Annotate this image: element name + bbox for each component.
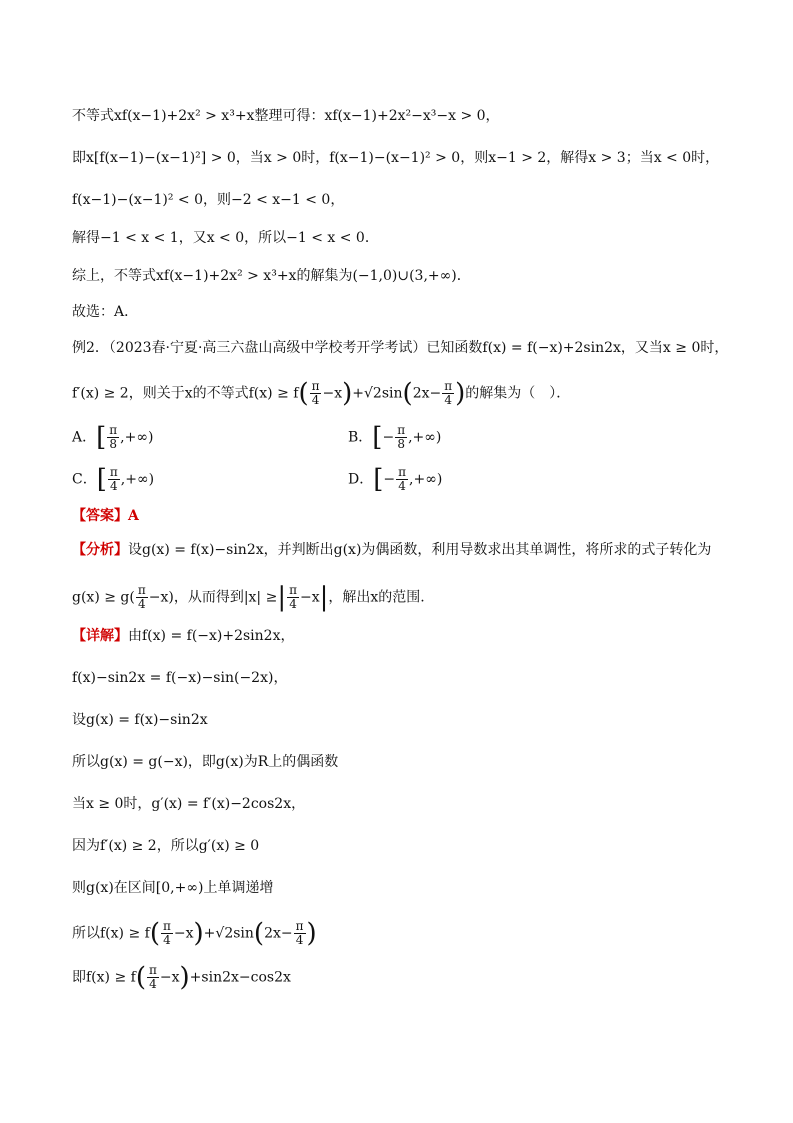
solution-line-1: 不等式xf(x−1)+2x² > x³+x整理可得：xf(x−1)+2x²−x³−x > 0， bbox=[72, 108, 500, 124]
inequality-text-c: +√2sin bbox=[352, 385, 403, 402]
solution-line-5: 综上，不等式xf(x−1)+2x² > x³+x的解集为(−1,0)∪(3,+∞)． bbox=[72, 268, 471, 284]
inequality-text-e: 的解集为（ ）． bbox=[465, 385, 571, 402]
paren-left: ( bbox=[298, 378, 309, 409]
detail-line-5: 当x ≥ 0时，g′(x) = f′(x)−2cos2x， bbox=[72, 796, 306, 812]
detail-line-6: 因为f′(x) ≥ 2，所以g′(x) ≥ 0 bbox=[72, 838, 260, 854]
option-a: A．[ $\frac{\pi}{8}$ ,+∞) bbox=[72, 422, 154, 453]
solution-line-2: 即x[f(x−1)−(x−1)²] > 0，当x > 0时，f(x−1)−(x−1)² > 0，则x−1 > 2，解得x > 3；当x < 0时， bbox=[72, 150, 720, 166]
detail-line-7: 则g(x)在区间[0,+∞)上单调递增 bbox=[72, 880, 274, 896]
inequality-text-a: f′(x) ≥ 2，则关于x的不等式f(x) ≥ f bbox=[72, 385, 299, 402]
answer-choice-line: 故选：A． bbox=[72, 304, 139, 320]
option-c: C．[ $\frac{\pi}{4}$ ,+∞) bbox=[72, 464, 155, 495]
fraction-pi-4-b: $\frac{\pi}{4}$ bbox=[444, 379, 453, 407]
detail-line-3: 设g(x) = f(x)−sin2x bbox=[72, 712, 208, 728]
detail-line-1: 【详解】由f(x) = f(−x)+2sin2x， bbox=[72, 628, 295, 644]
solution-line-4: 解得−1 < x < 1，又x < 0，所以−1 < x < 0． bbox=[72, 230, 379, 246]
option-d: D．[− $\frac{\pi}{4}$ ,+∞) bbox=[348, 464, 443, 495]
option-b: B．[− $\frac{\pi}{8}$ ,+∞) bbox=[348, 422, 442, 453]
solution-line-3: f(x−1)−(x−1)² < 0，则−2 < x−1 < 0， bbox=[72, 192, 345, 208]
example-2-inequality: f′(x) ≥ 2，则关于x的不等式f(x) ≥ f( $\frac{\pi}{4}$ −x)+√2sin(2x− $\frac{\pi}{4}$ )的解集为（ ）． bbox=[72, 378, 571, 409]
detail-line-9: 即f(x) ≥ f( $\frac{\pi}{4}$ −x)+sin2x−cos2x bbox=[72, 962, 291, 993]
analysis-line-2: g(x) ≥ g( $\frac{\pi}{4}$ −x)，从而得到|x| ≥| $\frac{\pi}{4}$ −x|，解出x的范围. bbox=[72, 582, 425, 613]
inequality-text-b: −x bbox=[322, 385, 343, 402]
inequality-text-d: 2x− bbox=[412, 385, 442, 402]
detail-line-4: 所以g(x) = g(−x)，即g(x)为R上的偶函数 bbox=[72, 754, 339, 770]
analysis-line-1: 【分析】设g(x) = f(x)−sin2x，并判断出g(x)为偶函数，利用导数求出其单调性，将所求的式子转化为 bbox=[72, 542, 712, 558]
example-2-stem: 例2．（2023春·宁夏·高三六盘山高级中学校考开学考试）已知函数f(x) = f(−x)+2sin2x，又当x ≥ 0时， bbox=[72, 340, 729, 356]
detail-line-8: 所以f(x) ≥ f( $\frac{\pi}{4}$ −x)+√2sin(2x− $\frac{\pi}{4}$ ) bbox=[72, 918, 317, 949]
detail-line-2: f(x)−sin2x = f(−x)−sin(−2x)， bbox=[72, 670, 288, 686]
fraction-pi-4: $\frac{\pi}{4}$ bbox=[311, 379, 320, 407]
answer-heading: 【答案】A bbox=[72, 508, 139, 524]
paren-right: ) bbox=[342, 378, 353, 409]
